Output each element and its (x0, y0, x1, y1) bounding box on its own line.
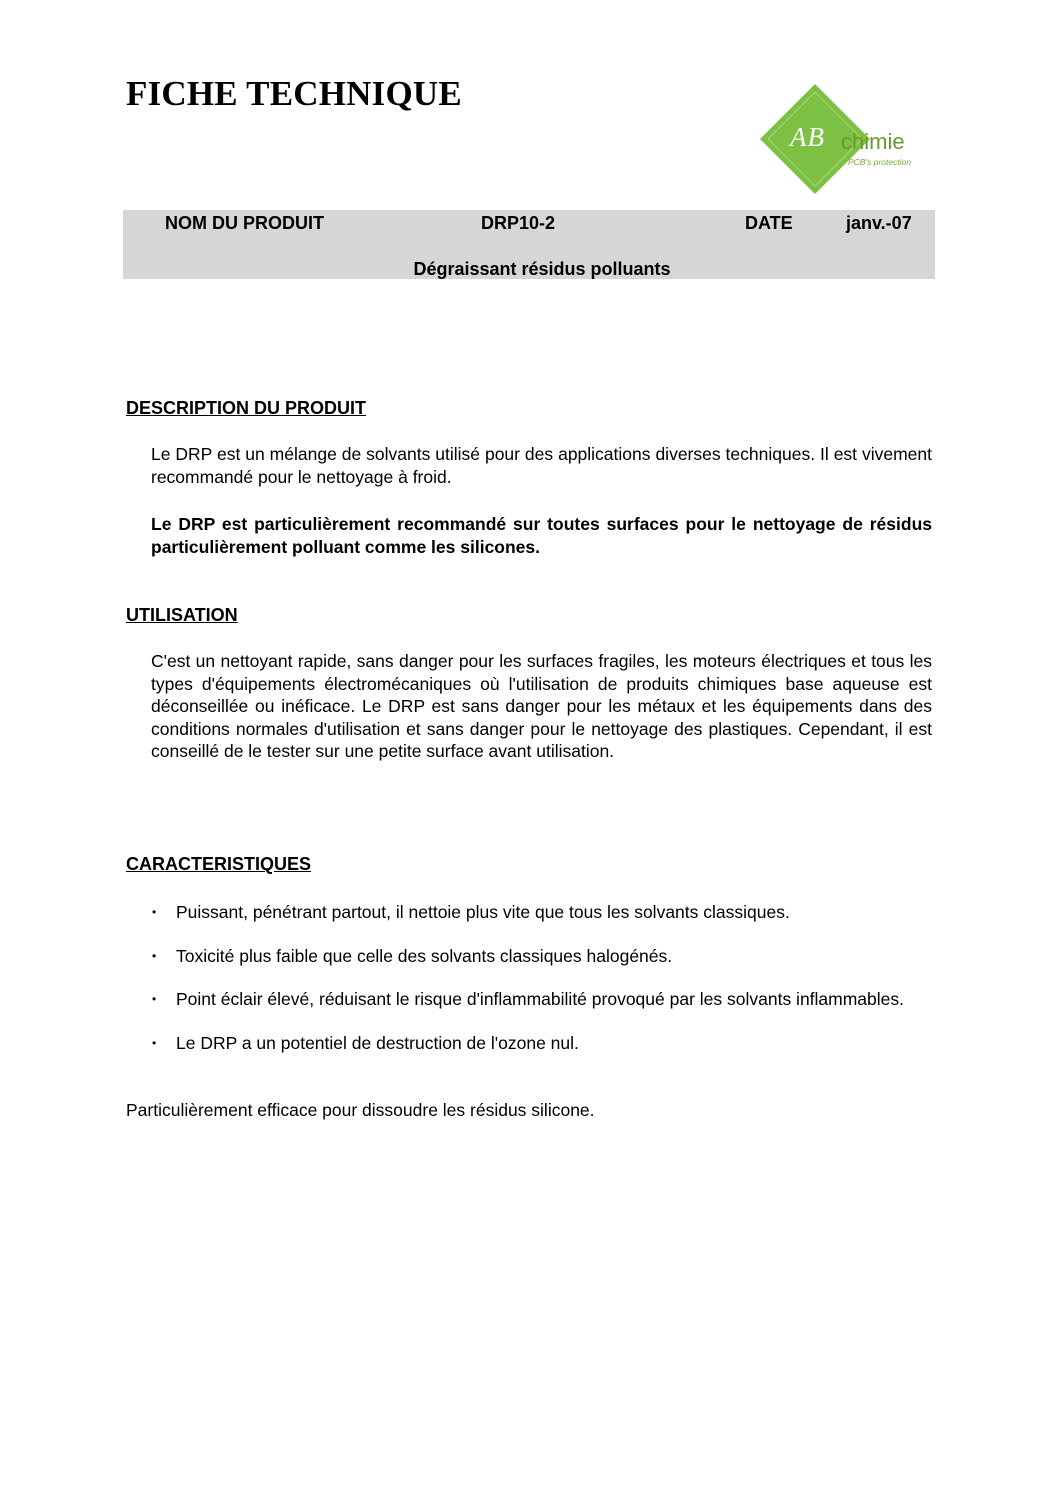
description-paragraph: Le DRP est un mélange de solvants utilisé pour des applications diverses techniques. Il est vivement recommandé pour le nettoyage à froid. (151, 444, 932, 487)
description-heading: DESCRIPTION DU PRODUIT (126, 398, 367, 418)
product-header-band (123, 210, 935, 279)
date-value: janv.-07 (846, 213, 912, 233)
date-label: DATE (745, 213, 793, 233)
list-item-text: Toxicité plus faible que celle des solvants classiques halogénés. (176, 945, 673, 966)
logo-tagline: PCB's protection (848, 157, 912, 167)
caracteristiques-list (126, 901, 932, 1075)
list-item (126, 988, 932, 1011)
list-item-text: Point éclair élevé, réduisant le risque d'inflammabilité provoqué par les solvants inflammables. (176, 989, 905, 1009)
bullet-icon: • (152, 905, 157, 919)
closing-note: Particulièrement efficace pour dissoudre les résidus silicone. (126, 1100, 595, 1120)
description-highlight: Le DRP est particulièrement recommandé sur toutes surfaces pour le nettoyage de résidus particulièrement polluant comme les silicones. (151, 514, 932, 557)
page-title: FICHE TECHNIQUE (126, 74, 462, 113)
list-item (126, 945, 932, 968)
ab-chimie-logo (760, 84, 930, 194)
logo-name: chimie (841, 129, 905, 154)
bullet-icon: • (152, 992, 157, 1006)
list-item (126, 901, 932, 924)
bullet-icon: • (152, 948, 157, 963)
logo-mark: AB (790, 122, 825, 152)
list-item-text: Le DRP a un potentiel de destruction de l'ozone nul. (176, 1032, 579, 1053)
caracteristiques-heading: CARACTERISTIQUES (126, 854, 312, 874)
bullet-icon: • (152, 1035, 157, 1050)
list-item (126, 1032, 932, 1055)
list-item-text: Puissant, pénétrant partout, il nettoie plus vite que tous les solvants classiques. (176, 902, 790, 922)
product-code: DRP10-2 (481, 213, 556, 233)
utilisation-heading: UTILISATION (126, 605, 238, 625)
utilisation-paragraph: C'est un nettoyant rapide, sans danger pour les surfaces fragiles, les moteurs électriques et tous les types d'équipements électromécaniques où l'utilisation de produits chimiques base aqueuse est déconseillée ou inéficace. Le DRP est sans danger pour les métaux et les équipements dans des conditions normales d'utilisation et sans danger pour le nettoyage des plastiques. Cependant, il est conseillé de le tester sur une petite surface avant utilisation. (151, 651, 932, 761)
product-subtitle: Dégraissant résidus polluants (413, 259, 671, 279)
product-name-label: NOM DU PRODUIT (165, 213, 324, 233)
